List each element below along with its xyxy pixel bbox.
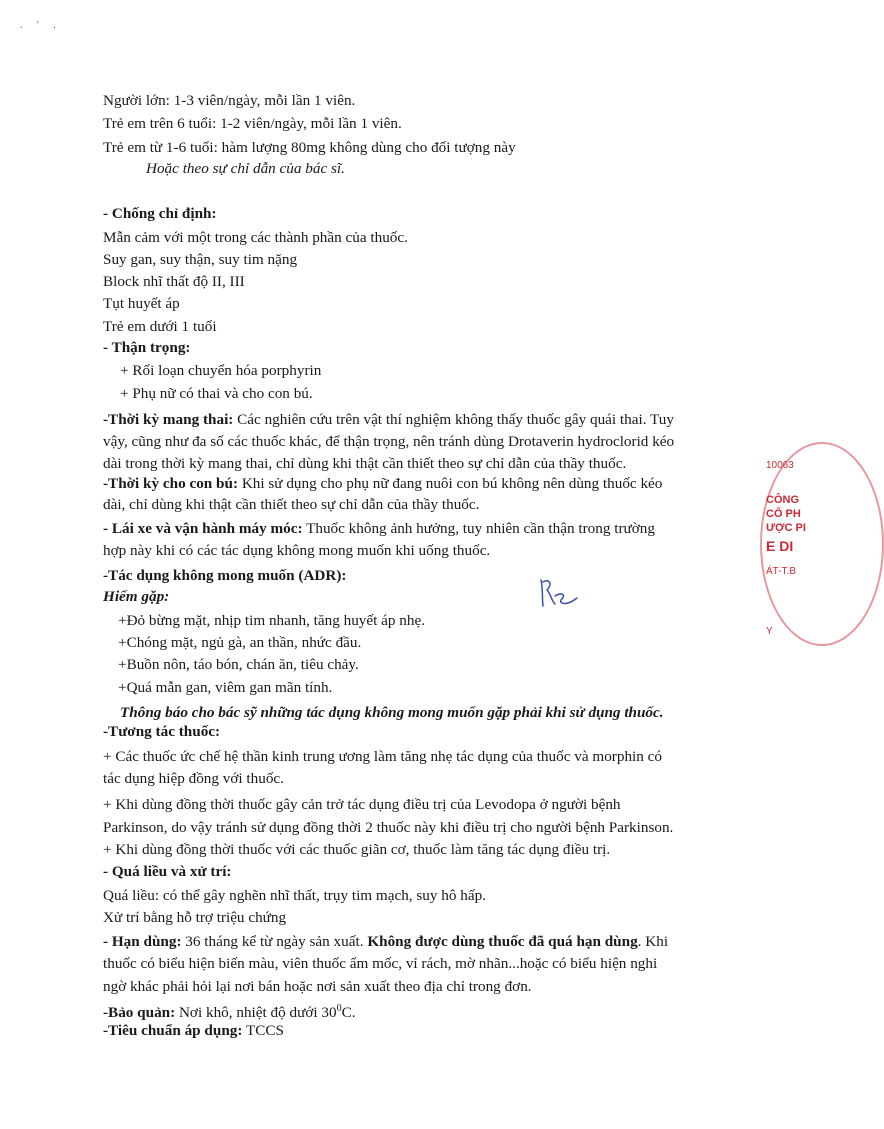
- standard-line: -Tiêu chuẩn áp dụng: TCCS: [103, 1022, 284, 1039]
- stamp-text: ÁT-T.B: [766, 566, 797, 577]
- dose-doctor-line: Hoặc theo sự chỉ dẫn của bác sĩ.: [146, 160, 345, 177]
- interaction-item-cont: tác dụng hiệp đồng với thuốc.: [103, 770, 284, 787]
- stamp-text: ƯỢC PI: [766, 522, 806, 534]
- dose-child-over6-line: Trẻ em trên 6 tuổi: 1-2 viên/ngày, mỗi lần 1 viên.: [103, 115, 402, 132]
- company-stamp: [752, 448, 806, 708]
- storage-line: -Bảo quản: Nơi khô, nhiệt độ dưới $30^0C$.: [103, 1003, 356, 1022]
- caution-item: + Phụ nữ có thai và cho con bú.: [120, 385, 313, 402]
- interaction-item: + Khi dùng đồng thời thuốc với các thuốc giãn cơ, thuốc làm tăng tác dụng điều trị.: [103, 841, 611, 858]
- pregnancy-paragraph-line: vậy, cũng như đa số các thuốc khác, để thận trọng, nên tránh dùng Drotaverin hydroclorid kéo: [103, 433, 675, 450]
- contraindication-item: Suy gan, suy thận, suy tim nặng: [103, 251, 298, 268]
- adr-notice: Thông báo cho bác sỹ những tác dụng không mong muốn gặp phải khi sử dụng thuốc.: [120, 704, 664, 721]
- interaction-item: + Các thuốc ức chế hệ thần kinh trung ương làm tăng nhẹ tác dụng của thuốc và morphin có: [103, 748, 662, 765]
- expiry-paragraph-line: ngờ khác phải hỏi lại nơi bán hoặc nơi sản xuất theo địa chỉ trong đơn.: [103, 978, 532, 995]
- overdose-item: Quá liều: có thể gây nghẽn nhĩ thất, trụy tim mạch, suy hô hấp.: [103, 887, 486, 904]
- handwritten-signature-icon: [537, 574, 587, 610]
- adr-item: +Đỏ bừng mặt, nhịp tim nhanh, tăng huyết áp nhẹ.: [118, 612, 425, 629]
- adr-item: +Buồn nôn, táo bón, chán ăn, tiêu chảy.: [118, 656, 359, 673]
- expiry-paragraph: - Hạn dùng: 36 tháng kể từ ngày sản xuất. Không được dùng thuốc đã quá hạn dùng. Khi: [103, 933, 669, 950]
- dose-adult-line: Người lớn: 1-3 viên/ngày, mỗi lần 1 viên.: [103, 92, 356, 109]
- contraindication-item: Tụt huyết áp: [103, 295, 180, 312]
- expiry-paragraph-line: thuốc có biểu hiện biến màu, viên thuốc ẩm mốc, vỉ rách, mờ nhãn...hoặc có biểu hiện nghi: [103, 955, 658, 972]
- interaction-heading: -Tương tác thuốc:: [103, 723, 221, 740]
- stamp-text: E DI: [766, 538, 794, 554]
- contraindication-item: Trẻ em dưới 1 tuổi: [103, 318, 217, 335]
- adr-item: +Quá mẫn gan, viêm gan mãn tính.: [118, 679, 333, 696]
- overdose-heading: - Quá liều và xử trí:: [103, 863, 232, 880]
- caution-heading: - Thận trọng:: [103, 339, 191, 356]
- driving-paragraph: - Lái xe và vận hành máy móc: Thuốc không ảnh hưởng, tuy nhiên cần thận trong trường: [103, 520, 655, 537]
- contraindication-heading: - Chống chỉ định:: [103, 205, 217, 222]
- driving-paragraph-line: hợp này khi có các tác dụng không mong muốn khi uống thuốc.: [103, 542, 491, 559]
- stamp-text: CỔ PH: [766, 508, 801, 520]
- stamp-number: 10063: [766, 460, 794, 471]
- adr-item: +Chóng mặt, ngủ gà, an thần, nhức đầu.: [118, 634, 362, 651]
- lactation-paragraph-line: dài, chỉ dùng khi thật cần thiết theo sự chỉ dẫn của thầy thuốc.: [103, 496, 480, 513]
- scan-marks: . ' .: [20, 20, 62, 31]
- interaction-item: + Khi dùng đồng thời thuốc gây cản trở tác dụng điều trị của Levodopa ở người bệnh: [103, 796, 621, 813]
- pregnancy-paragraph-line: dài trong thời kỳ mang thai, chỉ dùng khi thật cần thiết theo sự chỉ dẫn của thầy thuốc.: [103, 455, 627, 472]
- caution-item: + Rối loạn chuyển hóa porphyrin: [120, 362, 322, 379]
- stamp-text: Y: [766, 626, 773, 637]
- adr-rare-label: Hiếm gặp:: [103, 588, 170, 605]
- contraindication-item: Mẫn cảm với một trong các thành phần của thuốc.: [103, 229, 408, 246]
- stamp-text: CÔNG: [766, 494, 799, 506]
- lactation-paragraph: -Thời kỳ cho con bú: Khi sử dụng cho phụ nữ đang nuôi con bú không nên dùng thuốc kéo: [103, 475, 663, 492]
- overdose-item: Xử trí bằng hỗ trợ triệu chứng: [103, 909, 287, 926]
- interaction-item-cont: Parkinson, do vậy tránh sử dụng đồng thời 2 thuốc này khi điều trị cho người bệnh Parkinson.: [103, 819, 674, 836]
- dose-child-1-6-line: Trẻ em từ 1-6 tuổi: hàm lượng 80mg không dùng cho đối tượng này: [103, 139, 516, 156]
- adr-heading: -Tác dụng không mong muốn (ADR):: [103, 567, 347, 584]
- pregnancy-paragraph: -Thời kỳ mang thai: Các nghiên cứu trên vật thí nghiệm không thấy thuốc gây quái thai. Tuy: [103, 411, 674, 428]
- contraindication-item: Block nhĩ thất độ II, III: [103, 273, 245, 290]
